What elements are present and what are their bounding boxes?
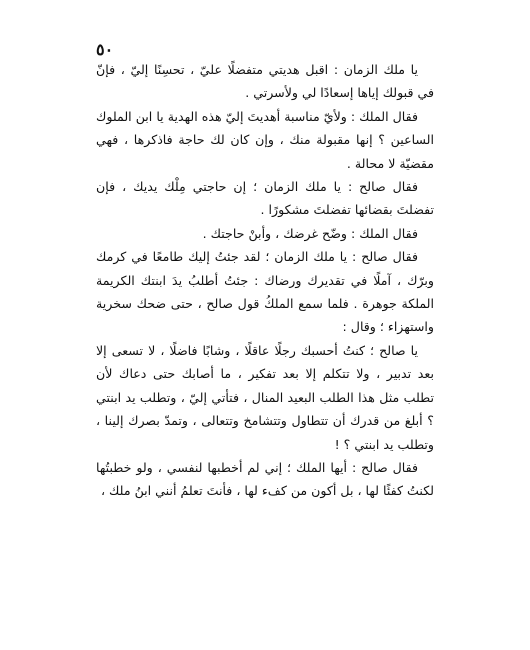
paragraph: فقال صالح : يا ملك الزمان ؛ إن حاجتي مِلْك يديك ، فإن تفضلتَ بقضائها تفضلتَ مشكورًا . bbox=[96, 179, 434, 218]
paragraph: فقال الملك : ولأيّ مناسبة أهديتَ إليّ هذه الهدية يا ابن الملوك الساعين ؟ إنها مقبولة منك ، وإن كان لك حاجة فاذكرها ، فهي مقضيّة لا محالة . bbox=[96, 108, 434, 171]
paragraph: فقال صالح : يا ملك الزمان ؛ لقد جئتُ إليك طامعًا في كرمك وبرّك ، آملًا في تقديرك ورضاك : جئتُ أطلبُ يدَ ابنتك الكريمة الملكة جوهرة . فلما سمع الملكُ قول صالح ، حتى ضحك سخرية واستهزاء ؛ وقال : bbox=[96, 249, 434, 335]
page-body bbox=[96, 58, 434, 503]
paragraph: يا صالح ؛ كنتُ أحسبك رجلًا عاقلًا ، وشابًا فاضلًا ، لا تسعى إلا بعد تدبير ، ولا تتكلم إلا بعد تفكير ، ما أصابك حتى دعاك لأن تطلب مثل هذا الطلب البعيد المنال ، فتأتي إليّ ، وتطلب يد ابنتي ؟ أبلغ من قدرك أن تتطاول وتتشامخ وتتعالى ، وتمدّ بصرك إلينا ، وتطلب يد ابنتي ؟ ! bbox=[96, 342, 434, 452]
paragraph: فقال الملك : وضّح غرضك ، وأبنْ حاجتك . bbox=[202, 225, 418, 241]
paragraph: يا ملك الزمان : اقبل هديتي متفضلًا عليّ ، تحسِنًا إليّ ، فإنّ في قبولك إياها إسعادًا لي ولأسرتي . bbox=[96, 62, 434, 101]
page-number: ٥٠ bbox=[96, 40, 114, 59]
paragraph: فقال صالح : أيها الملك ؛ إني لم أخطبها لنفسي ، ولو خطبتُها لكنتُ كفئًا لها ، بل أكون من كفء لها ، فأنتَ تعلمُ أنني ابنُ ملك ، bbox=[96, 459, 434, 499]
